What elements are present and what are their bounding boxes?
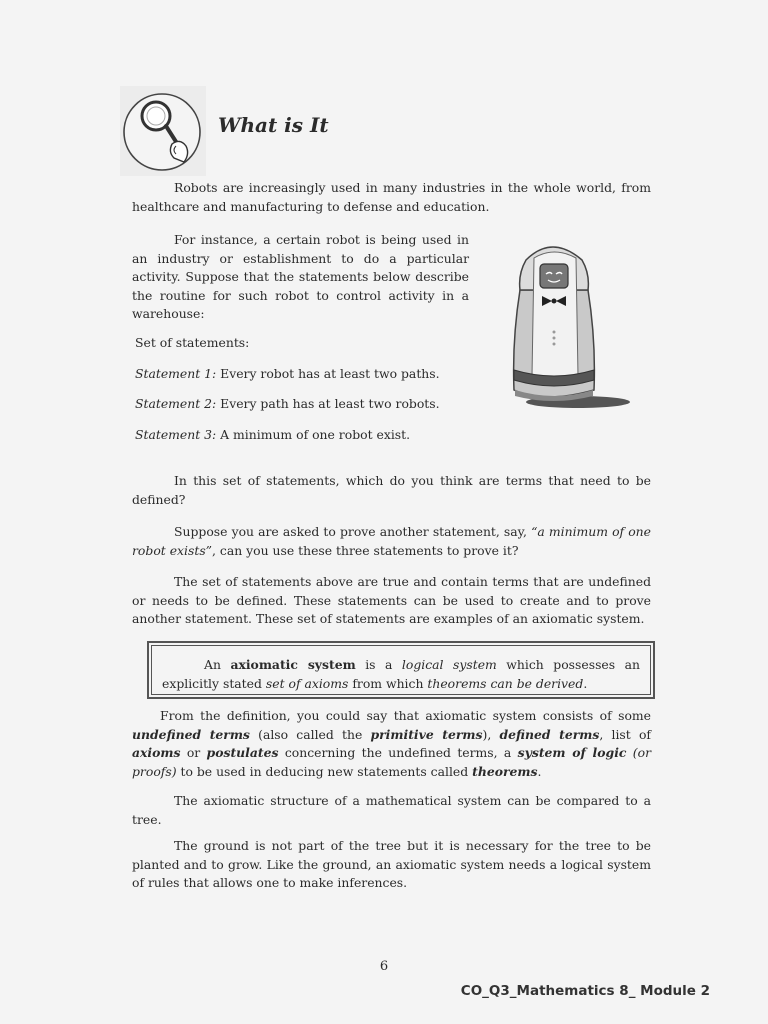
term-primitive-terms: primitive terms (370, 726, 483, 742)
text-part: , list of (599, 726, 651, 742)
term-axioms: axioms (132, 745, 181, 760)
text-part: From the definition, you could say that axiomatic system consists of some (160, 708, 651, 723)
ground-analogy-paragraph: The ground is not part of the tree but it is necessary for the tree to be planted and to grow. Like the ground, an axiomatic system needs a logical system of rules that allows one to make inferences. (132, 838, 651, 890)
question-text-end: , can you use these three statements to prove it? (212, 542, 519, 558)
statement-label: Statement 3: (135, 427, 217, 442)
term-theorems-bold: theorems (472, 763, 538, 779)
tree-comparison-paragraph: The axiomatic structure of a mathematical system can be compared to a tree. (132, 793, 651, 827)
def-part: An (204, 657, 231, 672)
quoted-statement: “a minimum of one robot exists” (132, 524, 651, 558)
def-part: is a (355, 657, 402, 672)
term-theorems: theorems can be derived (427, 675, 584, 691)
statement-text: A minimum of one robot exist. (216, 427, 411, 442)
term-defined-terms: defined terms (499, 726, 600, 742)
def-part: . (583, 675, 588, 691)
statement-2 (135, 395, 440, 414)
magnifying-glass-icon (120, 86, 206, 176)
text-part: concerning the undefined terms, a (278, 745, 518, 760)
module-footer: CO_Q3_Mathematics 8_ Module 2 (460, 983, 710, 999)
page-number: 6 (379, 959, 389, 974)
statement-1 (135, 365, 440, 384)
text-part: . (537, 763, 542, 779)
statement-3 (135, 426, 410, 445)
statements-heading: Set of statements: (135, 335, 250, 350)
question-paragraph-2 (132, 523, 651, 560)
term-or-proofs: (or proofs) (132, 745, 652, 779)
axiomatic-components-paragraph (132, 707, 651, 781)
explanation-paragraph: The set of statements above are true and contain terms that are undefined or needs to be defined. These statements can be used to create and to prove another statement. These set of statements are examples of an axiomatic system. (132, 574, 651, 626)
definition-text (162, 656, 640, 693)
section-title: What is It (218, 113, 329, 137)
term-system-of-logic: system of logic (517, 745, 627, 760)
def-part: which possesses an explicitly stated (162, 657, 640, 691)
term-undefined-terms: undefined terms (132, 726, 250, 742)
term-axiomatic-system: axiomatic system (230, 657, 356, 672)
intro-paragraph-2: For instance, a certain robot is being used in an industry or establishment to do a particular activity. Suppose that the statements below describe the routine for such robot to control activity in a warehouse: (132, 232, 469, 321)
text-part: or (180, 745, 207, 760)
term-set-of-axioms: set of axioms (265, 675, 349, 691)
text-part: (also called the (249, 726, 371, 742)
statement-label: Statement 1: (135, 366, 217, 381)
def-part: from which (348, 675, 428, 691)
statement-text: Every robot has at least two paths. (216, 366, 440, 381)
robot-illustration (500, 240, 632, 415)
statement-label: Statement 2: (135, 396, 217, 411)
statement-text: Every path has at least two robots. (216, 396, 440, 411)
text-part: ), (482, 726, 500, 742)
term-logical-system: logical system (401, 657, 497, 672)
text-part: to be used in deducing new statements called (176, 763, 473, 779)
intro-paragraph-1: Robots are increasingly used in many industries in the whole world, from healthcare and manufacturing to defense and education. (132, 180, 651, 214)
term-postulates: postulates (206, 745, 279, 760)
definition-box (147, 641, 655, 699)
question-paragraph-1: In this set of statements, which do you think are terms that need to be defined? (132, 473, 651, 507)
question-text: Suppose you are asked to prove another statement, say, (174, 524, 532, 539)
